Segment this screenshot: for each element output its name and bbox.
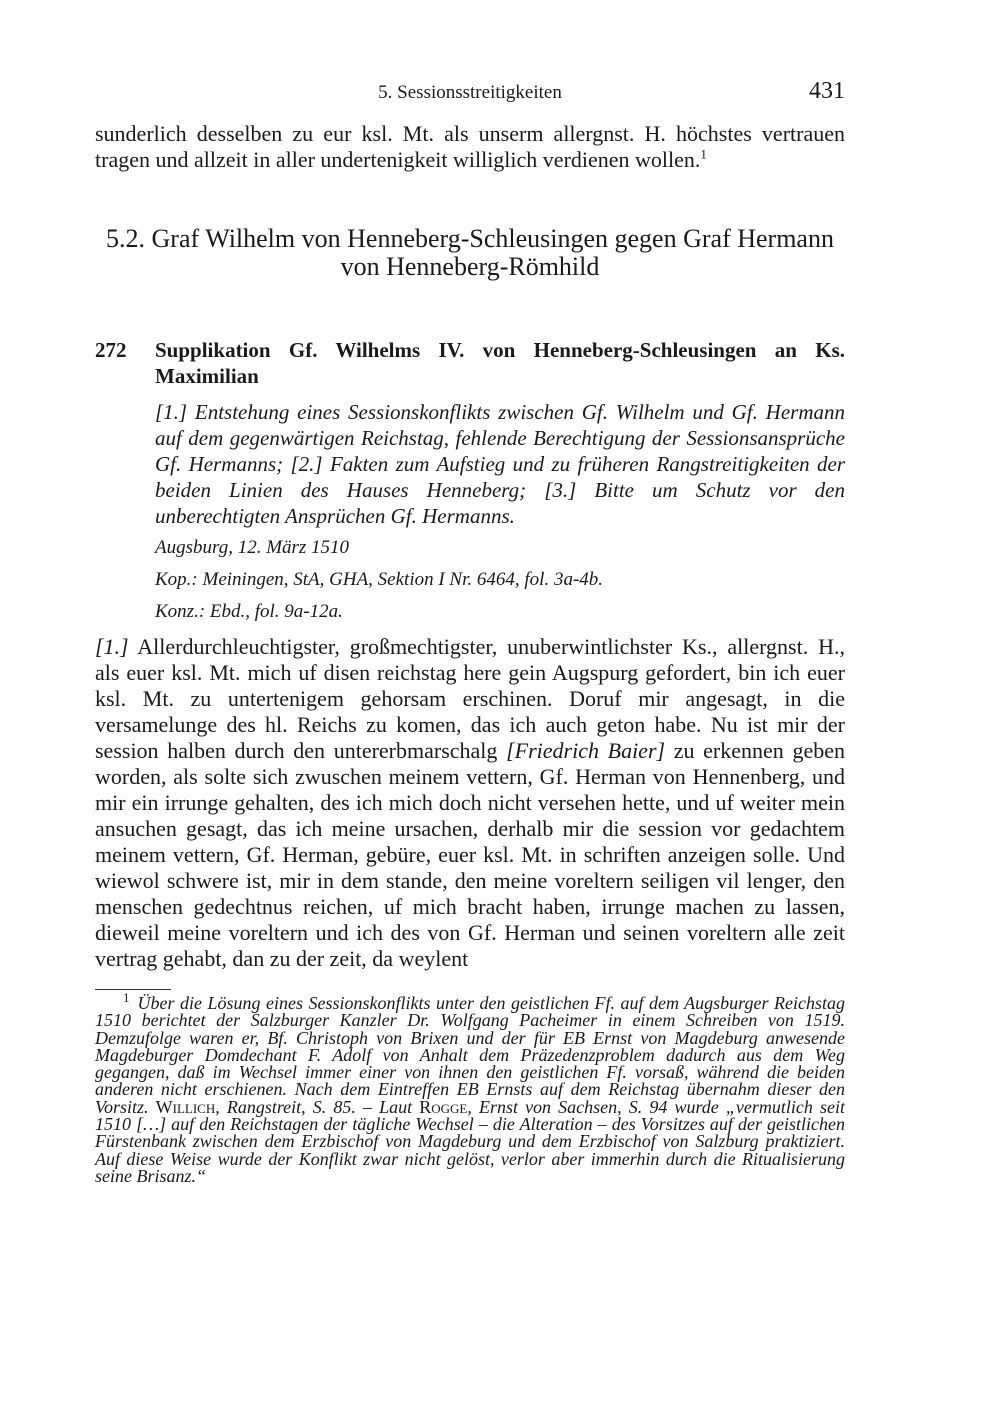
footnote-divider: [95, 989, 171, 990]
editorial-insertion: [Friedrich Baier]: [506, 738, 666, 763]
document-place-date: Augsburg, 12. März 1510: [155, 537, 350, 558]
footnote-reference[interactable]: 1: [700, 146, 707, 162]
document-draft-source: Konz.: Ebd., fol. 9a-12a.: [155, 601, 343, 622]
author-willich: Willich: [155, 1096, 216, 1117]
document-entry: [95, 337, 845, 625]
author-rogge: Rogge: [419, 1096, 468, 1117]
section-marker: [1.]: [95, 634, 129, 659]
page-number: 431: [809, 78, 845, 104]
running-head: [95, 80, 845, 110]
section-heading-line2: von Henneberg-Römhild: [340, 252, 600, 281]
top-paragraph-text: sunderlich desselben zu eur ksl. Mt. als unserm allergnst. H. höchstes vertrauen tragen und allzeit in aller undertenigkeit williglich verdienen wollen.: [95, 121, 845, 172]
document-title: Supplikation Gf. Wilhelms IV. von Henneberg-Schleusingen an Ks. Maximilian: [155, 338, 845, 388]
document-header: [95, 337, 845, 389]
document-regest: [1.] Entstehung eines Sessionskonflikts zwischen Gf. Wilhelm und Gf. Hermann auf dem gegenwärtigen Reichstag, fehlende Berechtigung der Sessionsansprüche Gf. Hermanns; [2.] Fakten zum Aufstieg und zu früheren Rangstreitigkeiten der beiden Linien des Hauses Henneberg; [3.] Bitte um Schutz vor den unberechtigten Ansprüchen Gf. Hermanns.: [155, 400, 845, 528]
footnote-text-part3: , Ernst von Sachsen, S. 94 wurde „vermutlich seit 1510 […] auf den Reichstagen der tägliche Wechsel – die Alteration – des Vorsitzes auf der geistlichen Fürstenbank zwischen dem Erzbischof von Magdeburg und dem Erzbischof von Salzburg praktiziert. Auf diese Weise wurde der Konflikt zwar nicht gelöst, verlor aber immerhin durch die Ritualisierung seine Brisanz.“: [95, 1096, 845, 1186]
body-text-part1: Allerdurchleuchtigster, großmechtigster, unuberwintlichster Ks., allergnst. H., als euer ksl. Mt. mich uf disen reichstag here gein Augspurg gefordert, bin ich euer ksl. Mt. zu untertenigem gehorsam erschinen. Doruf mir angesagt, in die versamelunge des hl. Reichs zu komen, das ich auch geton habe. Nu ist mir der session halben durch den untererbmarschalg: [95, 634, 845, 763]
top-paragraph: [95, 121, 845, 173]
footnote-text-part2: , Rangstreit, S. 85. – Laut: [215, 1096, 420, 1117]
document-copy-source: Kop.: Meiningen, StA, GHA, Sektion I Nr. 6464, fol. 3a-4b.: [155, 569, 604, 590]
footnote: [95, 990, 845, 1186]
section-heading: [95, 225, 845, 281]
section-heading-line1: 5.2. Graf Wilhelm von Henneberg-Schleusingen gegen Graf Hermann: [106, 224, 834, 253]
footnote-number: 1: [123, 990, 130, 1005]
footnote-text-part1: Über die Lösung eines Sessionskonflikts unter den geistlichen Ff. auf dem Augsburger Reichstag 1510 berichtet der Salzburger Kanzler Dr. Wolfgang Pacheimer in einem Schreiben von 1519. Demzufolge waren er, Bf. Christoph von Brixen und der für EB Ernst von Magdeburg anwesende Magdeburger Domdechant F. Adolf von Anhalt dem Präzedenzproblem dadurch aus dem Weg gegangen, daß im Wechsel immer einer von ihnen den geistlichen Ff. vorsaß, während die beiden anderen nicht erschienen. Nach dem Eintreffen EB Ernsts auf dem Reichstag übernahm dieser den Vorsitz.: [95, 993, 845, 1117]
running-title: 5. Sessionsstreitigkeiten: [378, 82, 562, 103]
body-text-part2: zu erkennen geben worden, als solte sich zwuschen meinem vettern, Gf. Herman von Hennenberg, und mir ein irrunge gehalten, des ich mich doch nicht versehen hette, und uf weiter mein ansuchen gesagt, das ich meine ursachen, derhalb mir die session vor gedachtem meinem vettern, Gf. Herman, gebüre, euer ksl. Mt. in schriften anzeigen solle. Und wiewol schwere ist, mir in dem stande, den meine voreltern seiligen vil lenger, den menschen gedechtnus reichen, uf mich bracht haben, irrunge machen zu lassen, dieweil meine voreltern und ich des von Gf. Herman und seinen voreltern alle zeit vertrag gehabt, dan zu der zeit, da weylent: [95, 738, 845, 971]
document-number: 272: [95, 338, 127, 362]
body-text: [95, 634, 845, 972]
